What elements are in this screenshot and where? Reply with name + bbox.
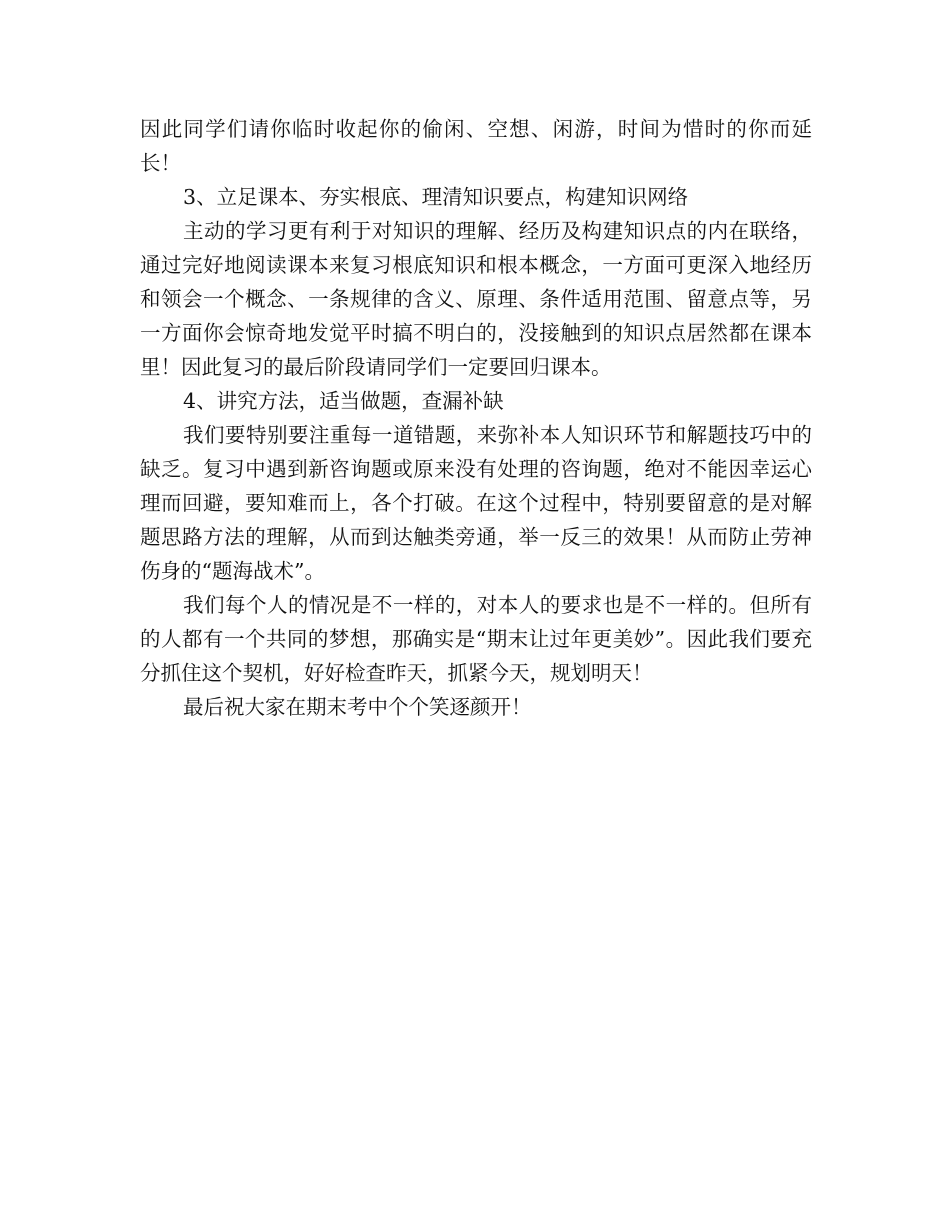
paragraph-return-to-textbook: 主动的学习更有利于对知识的理解、经历及构建知识点的内在联络，通过完好地阅读课本来复习根底知识和根本概念，一方面可更深入地经历和领会一个概念、一条规律的含义、原理、条件适用范围、留意点等，另一方面你会惊奇地发觉平时搞不明白的，没接触到的知识点居然都在课本里！因此复习的最后阶段请同学们一定要回归课本。 [140, 219, 812, 379]
paragraph-wrong-questions: 我们要特别要注重每一道错题，来弥补本人知识环节和解题技巧中的缺乏。复习中遇到新咨询题或原来没有处理的咨询题，绝对不能因幸运心理而回避，要知难而上，各个打破。在这个过程中，特别要留意的是对解题思路方法的理解，从而到达触类旁通，举一反三的效果！从而防止劳神伤身的“题海战术”。 [140, 423, 812, 583]
heading-point-4: 4、讲究方法，适当做题，查漏补缺 [183, 389, 504, 413]
heading-point-3: 3、立足课本、夯实根底、理清知识要点，构建知识网络 [183, 185, 689, 209]
paragraph-time-cherish: 因此同学们请你临时收起你的偷闲、空想、闲游，时间为惜时的你而延长！ [140, 117, 812, 175]
paragraph-closing-wish: 最后祝大家在期末考中个个笑逐颜开！ [183, 695, 532, 719]
paragraph-common-dream: 我们每个人的情况是不一样的，对本人的要求也是不一样的。但所有的人都有一个共同的梦想，那确实是“期末让过年更美妙”。因此我们要充分抓住这个契机，好好检查昨天，抓紧今天，规划明天！ [140, 593, 812, 685]
document-body [140, 112, 812, 724]
